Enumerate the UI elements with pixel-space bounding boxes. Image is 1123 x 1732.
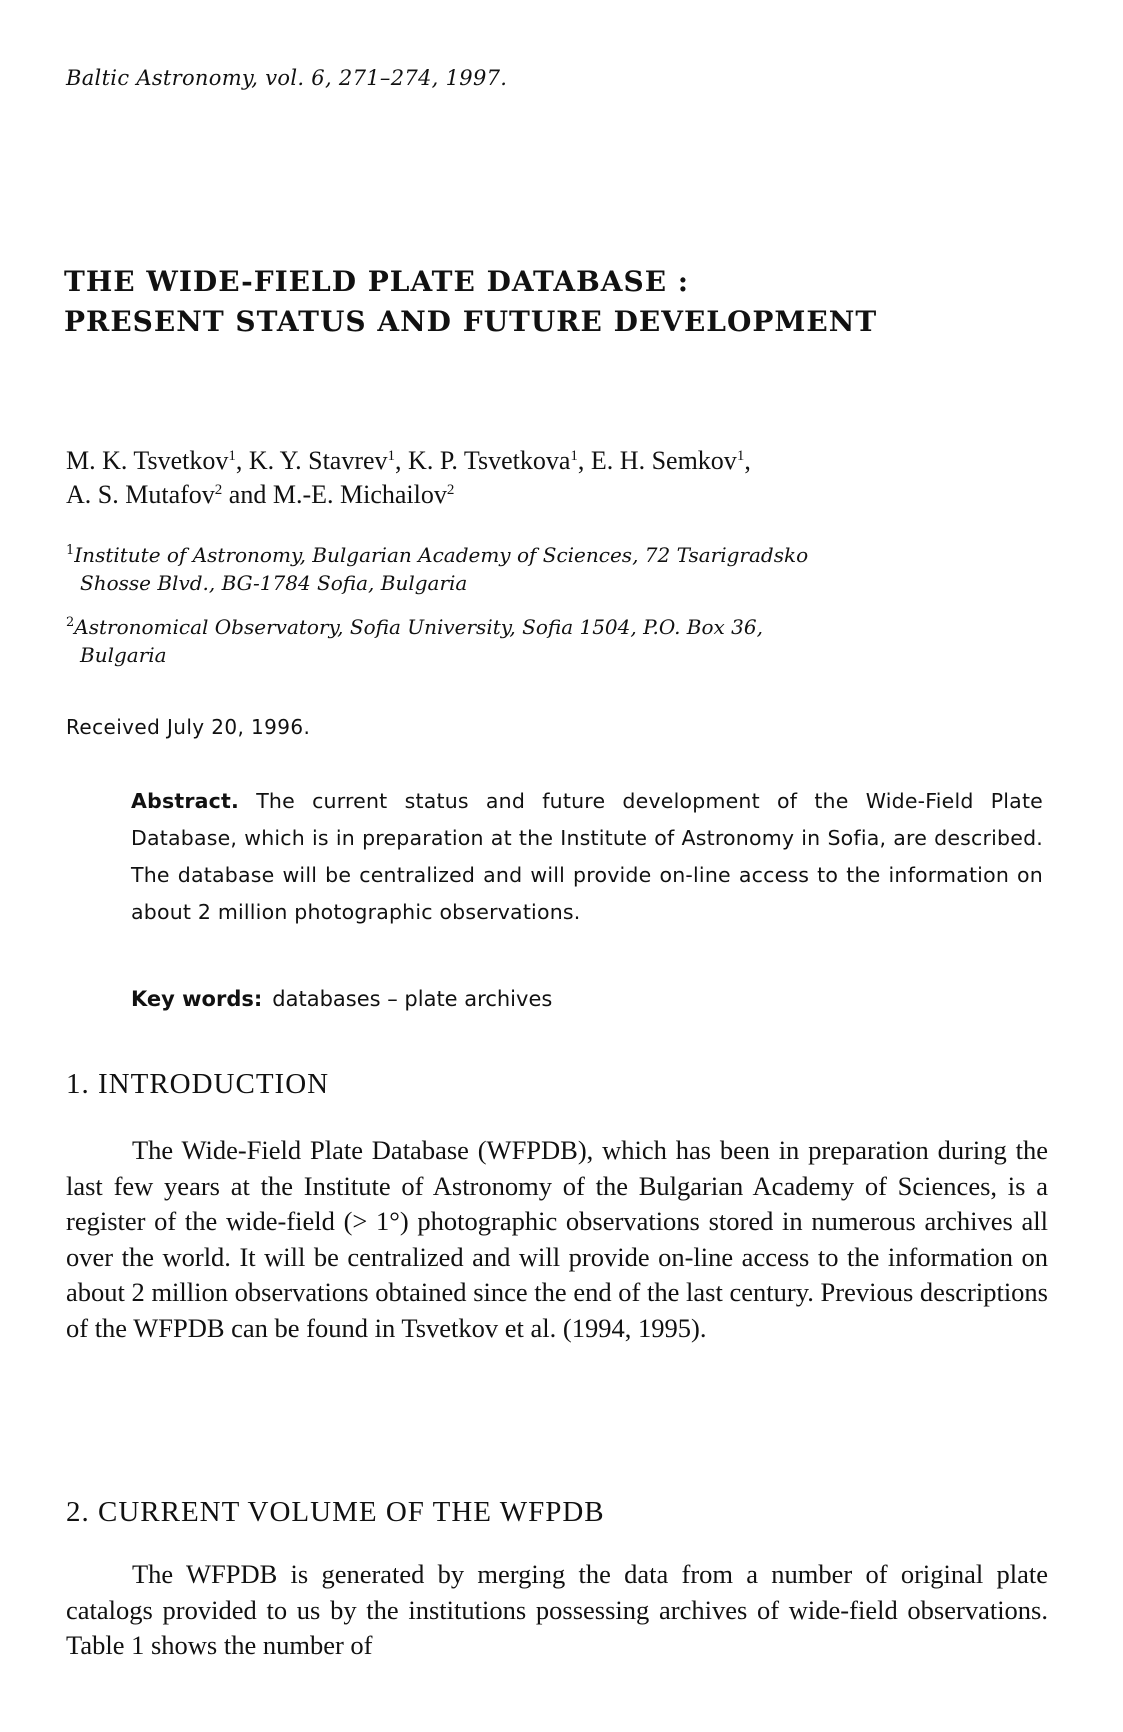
section-heading-introduction: 1. INTRODUCTION <box>66 1068 330 1100</box>
title-line-1: THE WIDE-FIELD PLATE DATABASE : <box>64 265 690 298</box>
title-line-2: PRESENT STATUS AND FUTURE DEVELOPMENT <box>64 305 878 338</box>
keywords <box>131 987 552 1011</box>
author-name: , K. P. Tsvetkova <box>395 446 571 475</box>
affiliation-mark: 2 <box>446 482 455 498</box>
author-name: , E. H. Semkov <box>577 446 737 475</box>
affiliation-number: 2 <box>66 615 75 630</box>
author-list <box>66 444 1066 512</box>
author-name: , K. Y. Stavrev <box>235 446 388 475</box>
author-conjunction: and <box>222 480 273 509</box>
author-name: M. K. Tsvetkov <box>66 446 229 475</box>
keywords-text: databases – plate archives <box>272 987 553 1011</box>
received-date: Received July 20, 1996. <box>66 715 311 739</box>
author-separator: , <box>744 446 751 475</box>
author-line-2 <box>66 478 1066 512</box>
section-heading-current-volume: 2. CURRENT VOLUME OF THE WFPDB <box>66 1496 605 1528</box>
paper-title <box>64 262 1064 342</box>
section-paragraph-introduction: The Wide-Field Plate Database (WFPDB), which has been in preparation during the last few years at the Institute of Astronomy of the Bulgarian Academy of Sciences, is a register of the wide-field (> 1°) photographic observations stored in numerous archives all over the world. It will be centralized and will provide on-line access to the information on about 2 million observations obtained since the end of the last century. Previous descriptions of the WFPDB can be found in Tsvetkov et al. (1994, 1995). <box>66 1135 1048 1343</box>
author-name: A. S. Mutafov <box>66 480 215 509</box>
affiliation-mark: 1 <box>570 448 578 464</box>
keywords-label: Key words: <box>131 987 263 1011</box>
journal-citation: Baltic Astronomy, vol. 6, 271–274, 1997. <box>66 66 508 90</box>
author-name: M.-E. Michailov <box>272 480 447 509</box>
affiliation-number: 1 <box>66 543 75 558</box>
affiliation-text: Astronomical Observatory, Sofia University, Sofia 1504, P.O. Box 36, <box>74 615 763 639</box>
affiliation-text: Shosse Blvd., BG-1784 Sofia, Bulgaria <box>80 571 468 595</box>
affiliation-mark: 1 <box>387 448 396 464</box>
affiliation-mark: 2 <box>214 482 223 498</box>
affiliation-text: Bulgaria <box>80 643 167 667</box>
affiliation-2 <box>66 613 1066 669</box>
affiliation-mark: 1 <box>736 448 745 464</box>
section-paragraph-current-volume: The WFPDB is generated by merging the data from a number of original plate catalogs provided to us by the institutions possessing archives of wide-field observations. Table 1 shows the number of <box>66 1559 1048 1660</box>
affiliation-1 <box>66 541 1066 597</box>
author-line-1 <box>66 444 1066 478</box>
abstract-text: The current status and future development of the Wide-Field Plate Database, which is in preparation at the Institute of Astronomy in Sofia, are described. The database will be centralized and will provide on-line access to the information on about 2 million photographic observations. <box>131 789 1043 924</box>
affiliation-text: Institute of Astronomy, Bulgarian Academy of Sciences, 72 Tsarigradsko <box>74 543 809 567</box>
abstract <box>131 783 1043 931</box>
abstract-label: Abstract. <box>131 789 240 813</box>
affiliation-mark: 1 <box>228 448 236 464</box>
